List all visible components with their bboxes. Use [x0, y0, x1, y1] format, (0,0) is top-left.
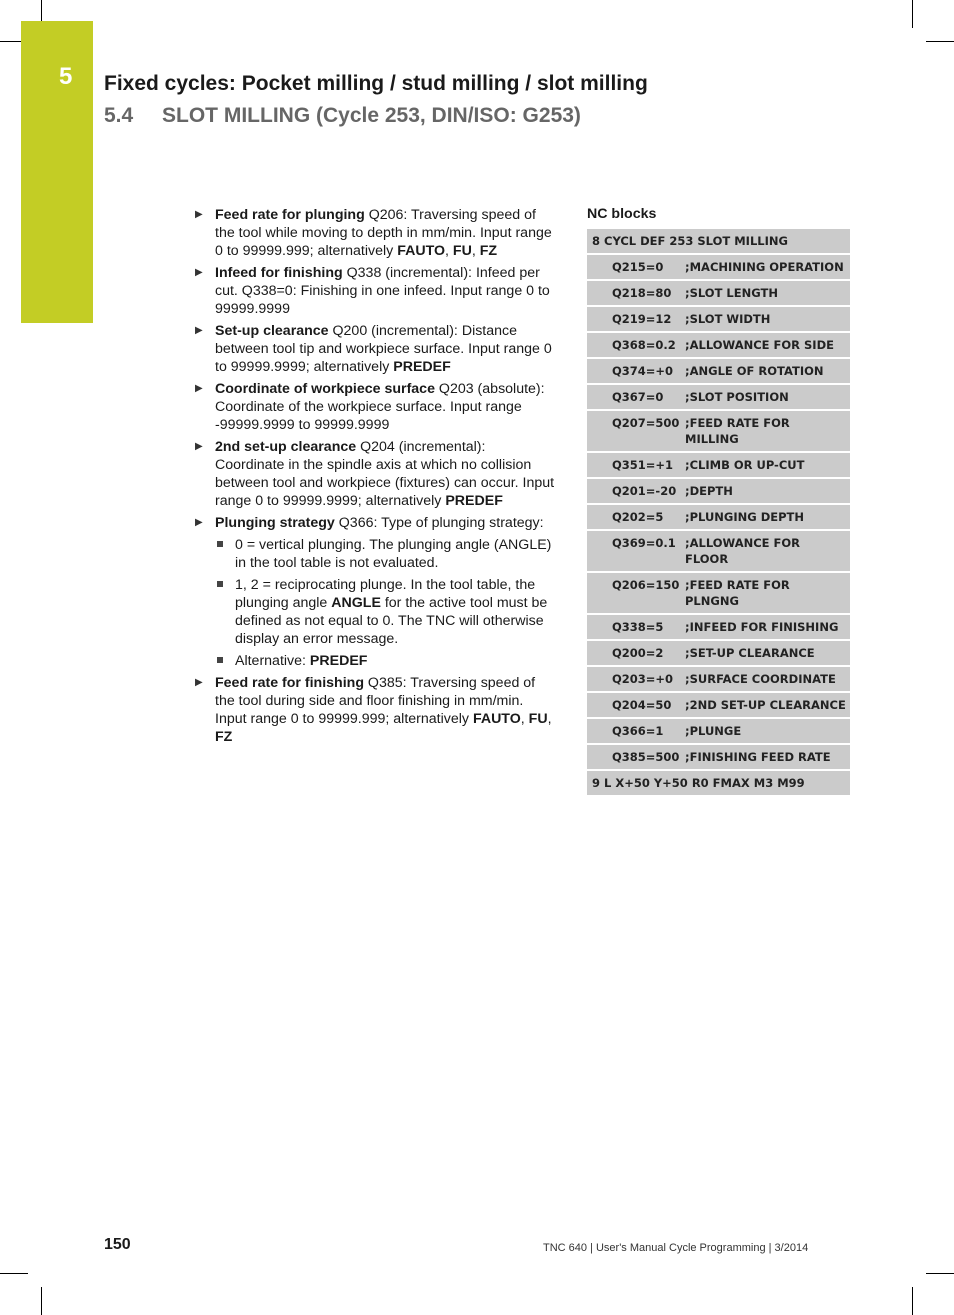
crop-mark — [926, 1273, 954, 1274]
nc-parameter: Q368=0.2 — [612, 338, 676, 352]
nc-parameter: Q206=150 — [612, 578, 680, 592]
sub-item — [195, 652, 557, 670]
nc-comment: ;2ND SET-UP CLEARANCE — [685, 698, 846, 712]
sub-text: Alternative: — [235, 653, 310, 669]
parameter-keyword: FZ — [215, 729, 233, 745]
nc-row — [587, 229, 850, 253]
footer-text: TNC 640 | User's Manual Cycle Programming | 3/2014 — [543, 1242, 809, 1254]
parameter-keyword: FU — [452, 243, 472, 259]
nc-comment: ;ALLOWANCE FOR SIDE — [685, 338, 834, 352]
crop-mark — [0, 41, 21, 42]
sub-text: for the active tool must be defined as not equal to 0. The TNC will otherwise display an error message. — [235, 595, 548, 647]
nc-line: 8 CYCL DEF 253 SLOT MILLING — [592, 234, 788, 248]
nc-row — [587, 693, 850, 717]
chapter-tab — [21, 21, 93, 323]
nc-parameter: Q338=5 — [612, 620, 664, 634]
arrow-bullet-icon: ▶ — [195, 209, 203, 220]
nc-row — [587, 411, 850, 451]
nc-comment: ;PLUNGE — [685, 724, 742, 738]
nc-comment: ;SURFACE COORDINATE — [685, 672, 836, 686]
sub-text: 0 = vertical plunging. The plunging angle (ANGLE) in the tool table is not evaluated. — [235, 537, 552, 571]
nc-parameter: Q201=-20 — [612, 484, 677, 498]
nc-row — [587, 641, 850, 665]
crop-mark — [0, 1273, 28, 1274]
parameter-description: Q366: Type of plunging strategy: — [334, 515, 544, 531]
parameter-name: Infeed for finishing — [215, 265, 343, 281]
parameter-name: Coordinate of workpiece surface — [215, 381, 435, 397]
separator: , — [520, 711, 525, 727]
parameter-name: Set-up clearance — [215, 323, 329, 339]
nc-row — [587, 281, 850, 305]
nc-row — [587, 719, 850, 743]
square-bullet-icon — [217, 657, 223, 663]
section-title — [104, 104, 581, 128]
nc-comment: ;SET-UP CLEARANCE — [685, 646, 815, 660]
parameter-item — [195, 514, 557, 532]
nc-comment: ;PLUNGING DEPTH — [685, 510, 804, 524]
parameter-description: Q203 (absolute): Coordinate of the workpiece surface. Input range -99999.9999 to 99999.9999 — [215, 381, 545, 433]
separator: , — [547, 711, 552, 727]
nc-row — [587, 745, 850, 769]
nc-row — [587, 333, 850, 357]
nc-row — [587, 771, 850, 795]
parameter-keyword: PREDEF — [393, 359, 451, 375]
nc-line: 9 L X+50 Y+50 R0 FMAX M3 M99 — [592, 776, 805, 790]
crop-mark — [41, 1287, 42, 1315]
nc-comment: ;FEED RATE FOR PLNGNG — [685, 578, 790, 608]
parameter-name: Plunging strategy — [215, 515, 335, 531]
nc-parameter: Q366=1 — [612, 724, 664, 738]
arrow-bullet-icon: ▶ — [195, 441, 203, 452]
parameter-description: Q385: Traversing speed of the tool during side and floor finishing in mm/min. Input range 0 to 99999.999; alternatively — [215, 675, 536, 727]
nc-parameter: Q215=0 — [612, 260, 664, 274]
nc-comment: ;SLOT WIDTH — [685, 312, 771, 326]
sub-keyword: PREDEF — [309, 653, 368, 669]
nc-comment: ;FINISHING FEED RATE — [685, 750, 831, 764]
nc-row — [587, 667, 850, 691]
nc-parameter: Q203=+0 — [612, 672, 674, 686]
arrow-bullet-icon: ▶ — [195, 267, 203, 278]
crop-mark — [926, 41, 954, 42]
chapter-number: 5 — [59, 63, 73, 90]
nc-blocks-title: NC blocks — [587, 206, 657, 222]
nc-row — [587, 505, 850, 529]
crop-mark — [41, 0, 42, 21]
nc-comment: ;DEPTH — [685, 484, 733, 498]
crop-mark — [912, 1287, 913, 1315]
nc-parameter: Q367=0 — [612, 390, 664, 404]
nc-parameter: Q218=80 — [612, 286, 672, 300]
nc-row — [587, 531, 850, 571]
nc-row — [587, 307, 850, 331]
parameter-name: Feed rate for plunging — [215, 207, 365, 223]
parameter-item — [195, 264, 557, 318]
nc-comment: ;SLOT POSITION — [685, 390, 789, 404]
parameter-keyword: FAUTO — [472, 711, 521, 727]
parameter-item — [195, 380, 557, 434]
sub-item — [195, 576, 557, 648]
nc-parameter: Q385=500 — [612, 750, 680, 764]
parameter-description: Q338 (incremental): Infeed per cut. Q338=0: Finishing in one infeed. Input range 0 to 99999.9999 — [215, 265, 550, 317]
square-bullet-icon — [217, 581, 223, 587]
separator: , — [445, 243, 453, 259]
nc-comment: ;ALLOWANCE FOR FLOOR — [685, 536, 800, 566]
section-name: SLOT MILLING (Cycle 253, DIN/ISO: G253) — [162, 104, 581, 127]
parameter-keyword: PREDEF — [445, 493, 503, 509]
nc-parameter: Q207=500 — [612, 416, 680, 430]
parameter-item — [195, 206, 557, 260]
sub-item — [195, 536, 557, 572]
nc-comment: ;SLOT LENGTH — [685, 286, 778, 300]
nc-parameter: Q374=+0 — [612, 364, 674, 378]
parameter-keyword: FZ — [479, 243, 498, 259]
section-number: 5.4 — [104, 104, 134, 127]
parameter-keyword: FU — [528, 711, 548, 727]
nc-row — [587, 453, 850, 477]
parameter-keyword: FAUTO — [397, 243, 446, 259]
nc-comment: ;INFEED FOR FINISHING — [685, 620, 839, 634]
nc-comment: ;MACHINING OPERATION — [685, 260, 844, 274]
parameter-item — [195, 438, 557, 510]
nc-blocks — [587, 206, 850, 797]
sub-keyword: ANGLE — [331, 595, 381, 611]
parameter-item — [195, 674, 557, 746]
sub-text: 1, 2 = reciprocating plunge. In the tool table, the plunging angle — [235, 577, 536, 611]
arrow-bullet-icon: ▶ — [195, 517, 203, 528]
page-number: 150 — [104, 1236, 131, 1253]
nc-parameter: Q204=50 — [612, 698, 672, 712]
parameter-description: Q206: Traversing speed of the tool while moving to depth in mm/min. Input range 0 to 99999.999; alternatively — [215, 207, 552, 259]
separator: , — [471, 243, 480, 259]
parameter-description: Q204 (incremental): Coordinate in the spindle axis at which no collision between tool and workpiece (fixtures) can occur. Input range 0 to 99999.9999; alternatively — [215, 439, 555, 509]
nc-row — [587, 385, 850, 409]
arrow-bullet-icon: ▶ — [195, 325, 203, 336]
nc-comment: ;ANGLE OF ROTATION — [685, 364, 824, 378]
nc-parameter: Q351=+1 — [612, 458, 674, 472]
nc-parameter: Q219=12 — [612, 312, 672, 326]
parameter-description: Q200 (incremental): Distance between tool tip and workpiece surface. Input range 0 to 99999.9999; alternatively — [215, 323, 552, 375]
chapter-title: Fixed cycles: Pocket milling / stud milling / slot milling — [104, 72, 648, 95]
nc-parameter: Q202=5 — [612, 510, 664, 524]
arrow-bullet-icon: ▶ — [195, 383, 203, 394]
square-bullet-icon — [217, 541, 223, 547]
nc-parameter: Q200=2 — [612, 646, 664, 660]
nc-row — [587, 573, 850, 613]
nc-row — [587, 255, 850, 279]
parameter-item — [195, 322, 557, 376]
parameter-name: 2nd set-up clearance — [215, 439, 357, 455]
nc-parameter: Q369=0.1 — [612, 536, 676, 550]
nc-row — [587, 359, 850, 383]
nc-comment: ;FEED RATE FOR MILLING — [685, 416, 790, 446]
crop-mark — [912, 0, 913, 28]
arrow-bullet-icon: ▶ — [195, 677, 203, 688]
nc-comment: ;CLIMB OR UP-CUT — [685, 458, 805, 472]
nc-row — [587, 479, 850, 503]
parameter-list — [195, 206, 557, 750]
parameter-name: Feed rate for finishing — [215, 675, 364, 691]
nc-row — [587, 615, 850, 639]
